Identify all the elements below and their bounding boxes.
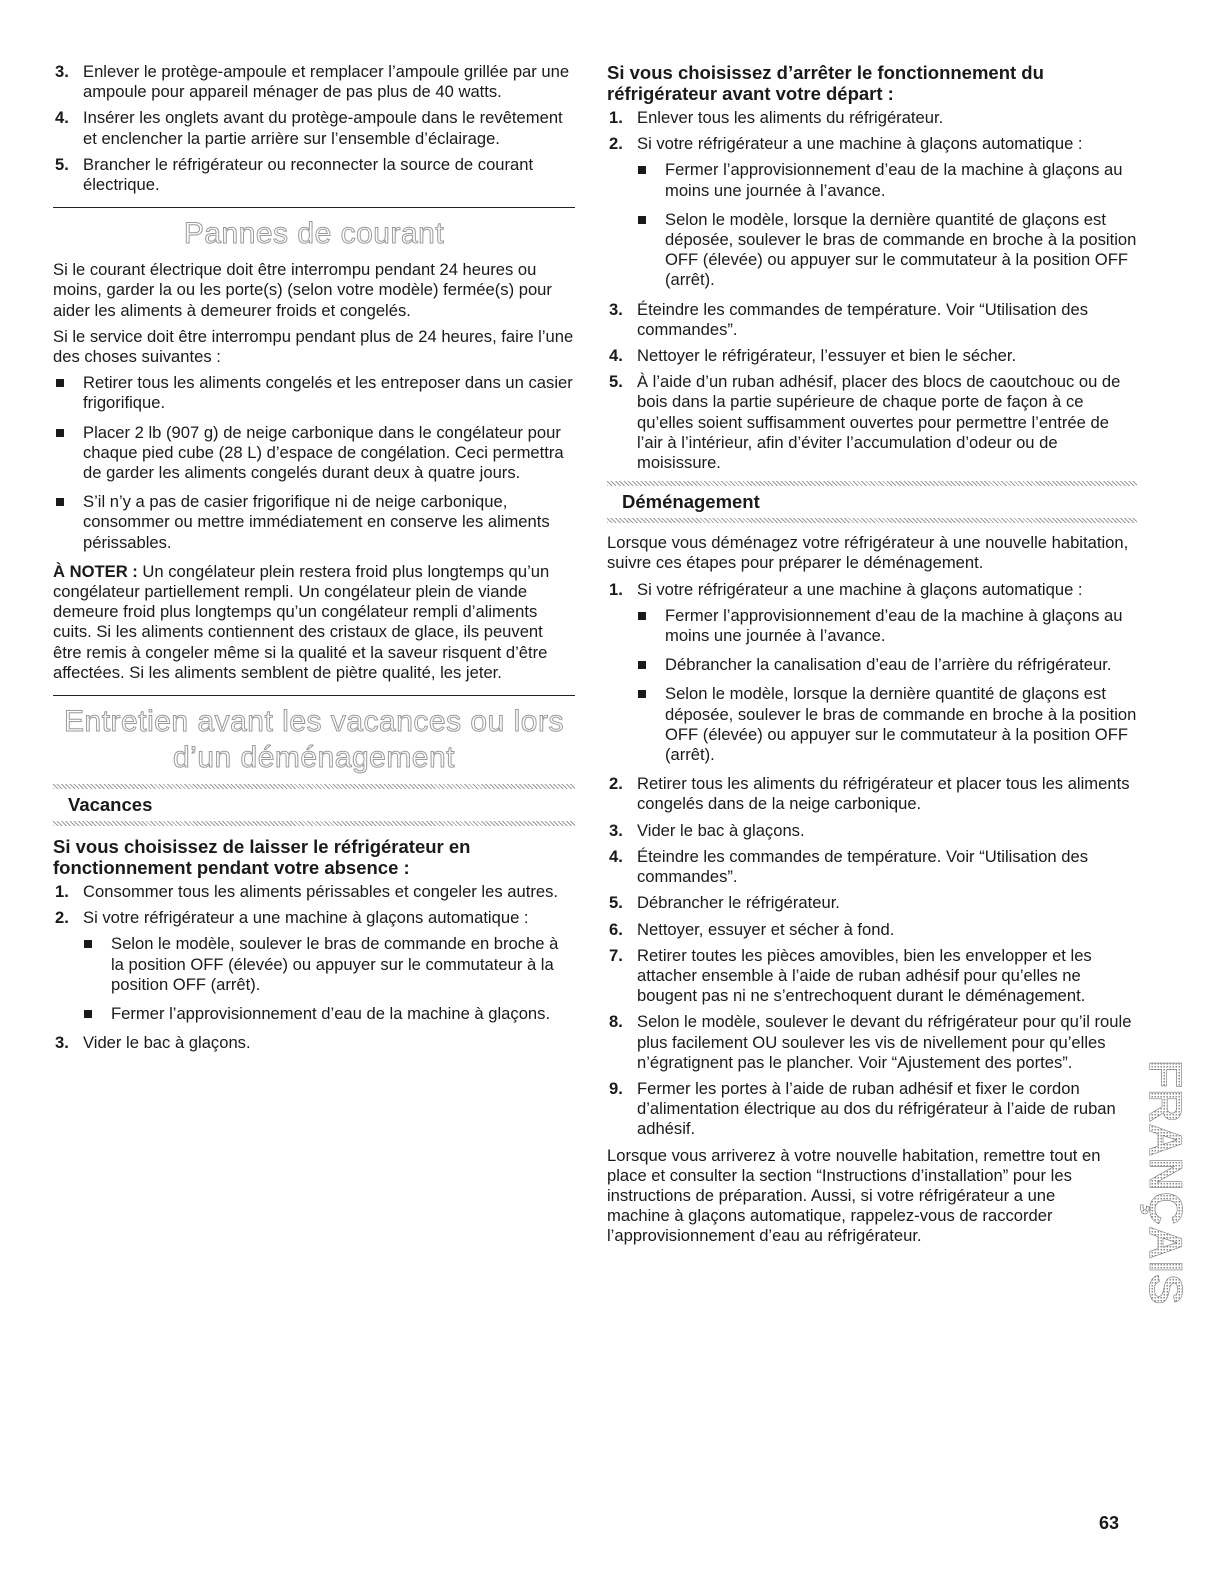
left-column (53, 62, 575, 1060)
page-number: 63 (1099, 1513, 1120, 1533)
list-item: 4. Nettoyer le réfrigérateur, l’essuyer et bien le sécher. (609, 346, 1017, 366)
list-item: Selon le modèle, lorsque la dernière quantité de glaçons est déposée, soulever le bras de commande en broche à la position OFF (élevée) ou appuyer sur le commutateur à la position OFF (arrêt). (607, 684, 1137, 765)
bullet-icon (56, 429, 64, 437)
section-title-maintenance: Entretien avant les vacances ou lors d’un déménagement (64, 705, 564, 775)
list-item: 9. Fermer les portes à l’aide de ruban adhésif et fixer le cordon d’alimentation électrique au dos du réfrigérateur à l’aide de ruban adhésif. (609, 1078, 1116, 1139)
move-intro: Lorsque vous déménagez votre réfrigérateur à une nouvelle habitation, suivre ces étapes pour préparer le déménagement. (607, 533, 1129, 573)
stop-steps (607, 108, 1137, 473)
list-item: 3. Vider le bac à glaçons. (609, 820, 805, 840)
bullet-icon (638, 661, 646, 669)
keep-running-heading: Si vous choisissez de laisser le réfrigérateur en fonctionnement pendant votre absence : (53, 836, 471, 879)
list-item: 5. Brancher le réfrigérateur ou reconnecter la source de courant électrique. (55, 154, 534, 195)
keep-bullets (53, 934, 575, 1024)
lamp-steps (53, 62, 575, 195)
bullet-icon (638, 612, 646, 620)
list-item: 1. Enlever tous les aliments du réfrigérateur. (609, 108, 944, 127)
list-item: 5. À l’aide d’un ruban adhésif, placer des blocs de caoutchouc ou de bois dans la partie supérieure de chaque porte de façon à ce qu’elles soient suffisamment ouvertes pour permettre l’entrée de l’air à l’intérieur, afin d’éviter l’accumulation d’odeur ou de moisissure. (609, 372, 1121, 473)
list-item: 7. Retirer toutes les pièces amovibles, bien les envelopper et les attacher ensemble à l’aide de ruban adhésif pour qu’elles ne bougent pas ni ne s’entrechoquent durant le déménagement. (609, 945, 1092, 1006)
list-item: Placer 2 lb (907 g) de neige carbonique dans le congélateur pour chaque pied cube (28 L) d’espace de congélation. Ceci permettra de garder les aliments congelés durant deux à quatre jours. (53, 423, 575, 484)
section-divider (53, 207, 575, 208)
bullet-icon (84, 940, 92, 948)
right-column (607, 62, 1137, 1253)
list-item: 2. Si votre réfrigérateur a une machine à glaçons automatique : Selon le modèle, soulever le bras de commande en broche à la position OFF (élevée) ou appuyer sur le commutateur à la position OFF (arrêt). Fermer l’approvisionnement d’eau de la machine à glaçons. (53, 908, 575, 1024)
bullet-icon (56, 498, 64, 506)
list-item: 5. Débrancher le réfrigérateur. (609, 893, 840, 913)
list-item: Débrancher la canalisation d’eau de l’arrière du réfrigérateur. (607, 655, 1137, 675)
section-title-power-outage: Pannes de courant (183, 217, 445, 251)
power-paragraph-1: Si le courant électrique doit être interrompu pendant 24 heures ou moins, garder la ou les porte(s) (selon votre modèle) fermée(s) pour aider les aliments à demeurer froids et congelés. (53, 260, 552, 320)
subsection-vacances: Vacances (53, 784, 575, 826)
list-item: 6. Nettoyer, essuyer et sécher à fond. (609, 919, 895, 939)
language-tab-graphic (1130, 1050, 1200, 1350)
list-item: 2. Retirer tous les aliments du réfrigérateur et placer tous les aliments congelés dans de la neige carbonique. (609, 774, 1130, 814)
list-item: 4. Insérer les onglets avant du protège-ampoule dans le revêtement et enclencher la partie arrière sur l’ensemble d’éclairage. (55, 108, 563, 148)
stop-heading: Si vous choisissez d’arrêter le fonctionnement du réfrigérateur avant votre départ : (607, 62, 1044, 104)
list-item: Selon le modèle, lorsque la dernière quantité de glaçons est déposée, soulever le bras de commande en broche à la position OFF (élevée) ou appuyer sur le commutateur à la position OFF (arrêt). (607, 210, 1137, 291)
bullet-icon (84, 1010, 92, 1018)
list-item: 3. Vider le bac à glaçons. (55, 1033, 251, 1053)
section-divider (53, 695, 575, 696)
bullet-icon (638, 690, 646, 698)
list-item: 1. Si votre réfrigérateur a une machine à glaçons automatique : Fermer l’approvisionnement d’eau de la machine à glaçons au moins une journée à l’avance. Débrancher la canalisation d’eau de l’arrière du réfrigérateur. Selon le modèle, lorsque la dernière quantité de glaçons est déposée, soulever le bras de commande en broche à la position OFF (élevée) ou appuyer sur le commutateur à la position OFF (arrêt). (609, 579, 1137, 765)
list-item: 2. Si votre réfrigérateur a une machine à glaçons automatique : Fermer l’approvisionnement d’eau de la machine à glaçons au moins une journée à l’avance. Selon le modèle, lorsque la dernière quantité de glaçons est déposée, soulever le bras de commande en broche à la position OFF (élevée) ou appuyer sur le commutateur à la position OFF (arrêt). (609, 134, 1137, 290)
list-item: Fermer l’approvisionnement d’eau de la machine à glaçons au moins une journée à l’avance. (607, 160, 1137, 200)
power-paragraph-2: Si le service doit être interrompu pendant plus de 24 heures, faire l’une des choses suivantes : (53, 326, 574, 367)
move-outro: Lorsque vous arriverez à votre nouvelle habitation, remettre tout en place et consulter la section “Instructions d’installation” pour les instructions de préparation. Aussi, si votre réfrigérateur a une machine à glaçons automatique, rappelez-vous de raccorder l’approvisionnement d’eau au réfrigérateur. (607, 1145, 1101, 1246)
language-side-tab (1130, 1050, 1200, 1350)
bullet-icon (56, 379, 64, 387)
note-paragraph: À NOTER : Un congélateur plein restera froid plus longtemps qu’un congélateur partiellement rempli. Un congélateur plein de viande demeure froid plus longtemps qu’un congélateur rempli d’aliments cuits. Si les aliments contiennent des cristaux de glace, ils peuvent être remis à congeler même si la qualité et la saveur risquent d’être affectées. Si les aliments semblent de piètre qualité, les jeter. (53, 561, 550, 682)
keep-running-steps (53, 882, 575, 1053)
subsection-demenagement: Déménagement (607, 481, 1137, 523)
list-item: 4. Éteindre les commandes de température. Voir “Utilisation des commandes”. (609, 846, 1089, 887)
list-item: 3. Enlever le protège-ampoule et remplacer l’ampoule grillée par une ampoule pour appareil ménager de pas plus de 40 watts. (55, 62, 570, 102)
list-item: Fermer l’approvisionnement d’eau de la machine à glaçons au moins une journée à l’avance. (607, 606, 1137, 646)
list-item: 1. Consommer tous les aliments périssables et congeler les autres. (55, 882, 558, 902)
list-item: Fermer l’approvisionnement d’eau de la machine à glaçons. (53, 1004, 575, 1024)
list-item: Selon le modèle, soulever le bras de commande en broche à la position OFF (élevée) ou appuyer sur le commutateur à la position OFF (arrêt). (53, 934, 575, 995)
move-steps (607, 580, 1137, 1140)
list-item: 8. Selon le modèle, soulever le devant du réfrigérateur pour qu’il roule plus facilement OU soulever les vis de nivellement pour qu’elles n’égratignent pas le plancher. Voir “Ajustement des portes”. (609, 1012, 1132, 1072)
list-item: S’il n’y a pas de casier frigorifique ni de neige carbonique, consommer ou mettre immédiatement en conserve les aliments périssables. (53, 492, 575, 553)
move-bullets (607, 606, 1137, 765)
stop-bullets (607, 160, 1137, 290)
side-tab-text: FRANÇAIS (1140, 1060, 1192, 1306)
list-item: Retirer tous les aliments congelés et les entreposer dans un casier frigorifique. (53, 373, 575, 413)
list-item: 3. Éteindre les commandes de température. Voir “Utilisation des commandes”. (609, 299, 1089, 339)
bullet-icon (638, 216, 646, 224)
power-bullets (53, 373, 575, 553)
bullet-icon (638, 166, 646, 174)
